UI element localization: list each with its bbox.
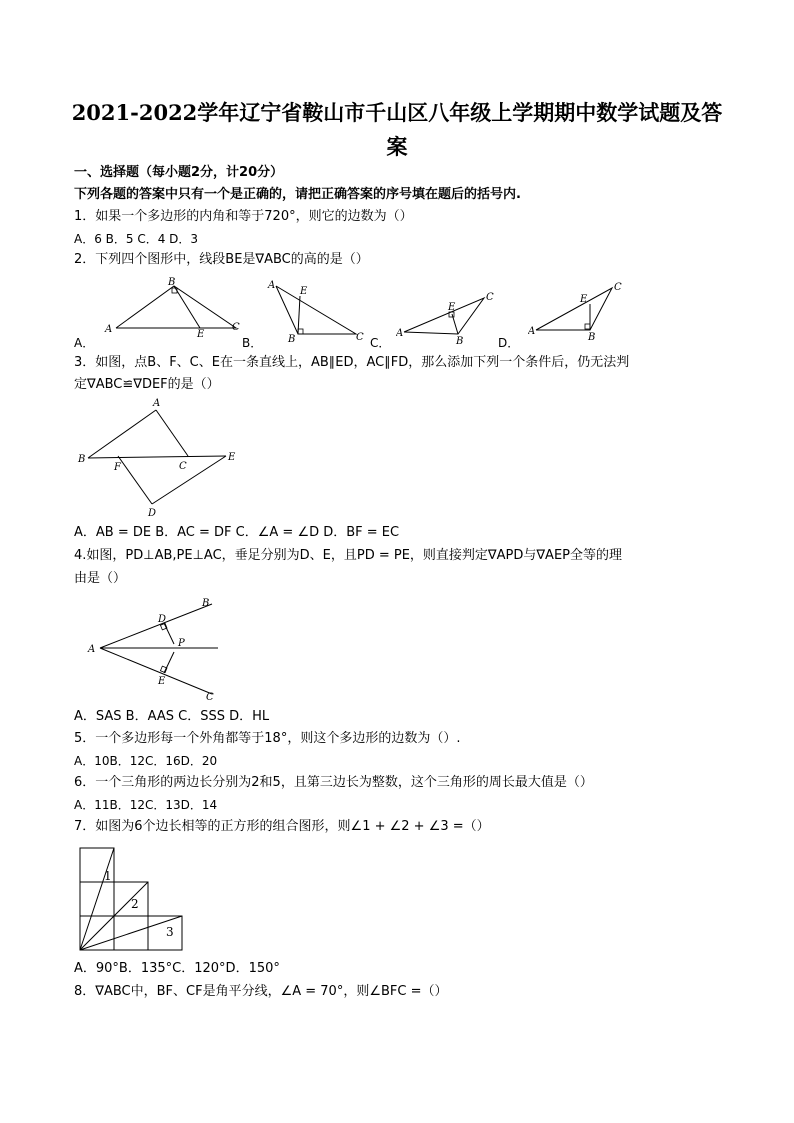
question-3-options: A．AB = DE B．AC = DF C．∠A = ∠D D．BF = EC bbox=[74, 525, 400, 540]
question-3-line1: 3．如图，点B、F、C、E在一条直线上，AB∥ED，AC∥FD，那么添加下列一个条件后，仍无法判 bbox=[74, 355, 630, 370]
q7-figure bbox=[76, 846, 188, 956]
svg-text:3: 3 bbox=[166, 925, 174, 939]
svg-text:A: A bbox=[396, 328, 404, 339]
svg-text:D: D bbox=[158, 614, 167, 625]
q2-label-b: B． bbox=[242, 336, 263, 350]
svg-text:P: P bbox=[178, 638, 185, 649]
svg-text:B: B bbox=[78, 454, 86, 465]
fig-label-e: E bbox=[197, 329, 205, 338]
q2-label-d: D． bbox=[498, 336, 520, 350]
fig-label-c: C bbox=[232, 322, 240, 333]
q4-figure bbox=[86, 596, 236, 710]
svg-text:A: A bbox=[88, 644, 96, 655]
question-4-line2: 由是（） bbox=[74, 571, 127, 586]
svg-text:A: A bbox=[153, 398, 161, 409]
question-6: 6．一个三角形的两边长分别为2和5，且第三边长为整数，这个三角形的周长最大值是（） bbox=[74, 775, 593, 790]
svg-text:2: 2 bbox=[131, 897, 139, 911]
svg-text:A: A bbox=[268, 280, 276, 291]
svg-text:B: B bbox=[202, 598, 210, 609]
svg-text:C: C bbox=[206, 692, 214, 703]
instruction-text: 下列各题的答案中只有一个是正确的，请把正确答案的序号填在题后的括号内. bbox=[74, 187, 521, 202]
svg-text:F: F bbox=[114, 462, 121, 473]
question-7-options: A．90°B．135°C．120°D．150° bbox=[74, 961, 280, 976]
q2-figure-a bbox=[100, 276, 250, 342]
question-4-line1: 4.如图，PD⊥AB,PE⊥AC，垂足分别为D、E，且PD = PE，则直接判定∇APD与∇AEP全等的理 bbox=[74, 548, 623, 563]
svg-text:E: E bbox=[448, 302, 456, 313]
question-2: 2．下列四个图形中，线段BE是∇ABC的高的是（） bbox=[74, 252, 369, 267]
question-6-options: A．11B．12C．13D．14 bbox=[74, 798, 218, 812]
question-5-options: A．10B．12C．16D．20 bbox=[74, 754, 218, 768]
fig-label-b: B bbox=[168, 277, 176, 288]
svg-text:C: C bbox=[356, 332, 364, 342]
svg-text:E: E bbox=[580, 294, 588, 305]
svg-text:C: C bbox=[486, 292, 494, 303]
q2-figure-b bbox=[262, 280, 372, 346]
question-3-line2: 定∇ABC≌∇DEF的是（） bbox=[74, 377, 220, 392]
svg-text:C: C bbox=[614, 282, 622, 293]
svg-text:1: 1 bbox=[104, 869, 112, 883]
svg-text:E: E bbox=[300, 286, 308, 297]
question-7: 7．如图为6个边长相等的正方形的组合图形，则∠1 + ∠2 + ∠3 =（） bbox=[74, 819, 490, 834]
question-5: 5．一个多边形每一个外角都等于18°，则这个多边形的边数为（）. bbox=[74, 731, 461, 746]
svg-text:A: A bbox=[528, 326, 536, 337]
question-8: 8．∇ABC中，BF、CF是角平分线，∠A = 70°，则∠BFC =（） bbox=[74, 984, 448, 999]
svg-text:B: B bbox=[456, 336, 464, 345]
svg-text:E: E bbox=[158, 676, 166, 687]
page-title: 2021-2022学年辽宁省鞍山市千山区八年级上学期期中数学试题及答 案 bbox=[71, 100, 723, 159]
q2-label-a: A． bbox=[74, 336, 95, 350]
svg-text:C: C bbox=[179, 461, 187, 472]
question-1-options: A．6 B．5 C．4 D．3 bbox=[74, 232, 199, 246]
q2-figure-c bbox=[396, 290, 506, 349]
q2-label-c: C． bbox=[370, 336, 391, 350]
question-4-options: A．SAS B．AAS C．SSS D．HL bbox=[74, 709, 270, 724]
section-heading: 一、选择题（每小题2分，计20分） bbox=[74, 165, 284, 180]
svg-text:B: B bbox=[588, 332, 596, 342]
q3-figure bbox=[76, 396, 246, 522]
fig-label-a: A bbox=[105, 324, 113, 335]
svg-text:E: E bbox=[228, 452, 236, 463]
svg-text:D: D bbox=[148, 508, 157, 518]
svg-text:B: B bbox=[288, 334, 296, 342]
question-1: 1．如果一个多边形的内角和等于720°，则它的边数为（） bbox=[74, 209, 413, 224]
q2-figure-d bbox=[528, 280, 628, 346]
